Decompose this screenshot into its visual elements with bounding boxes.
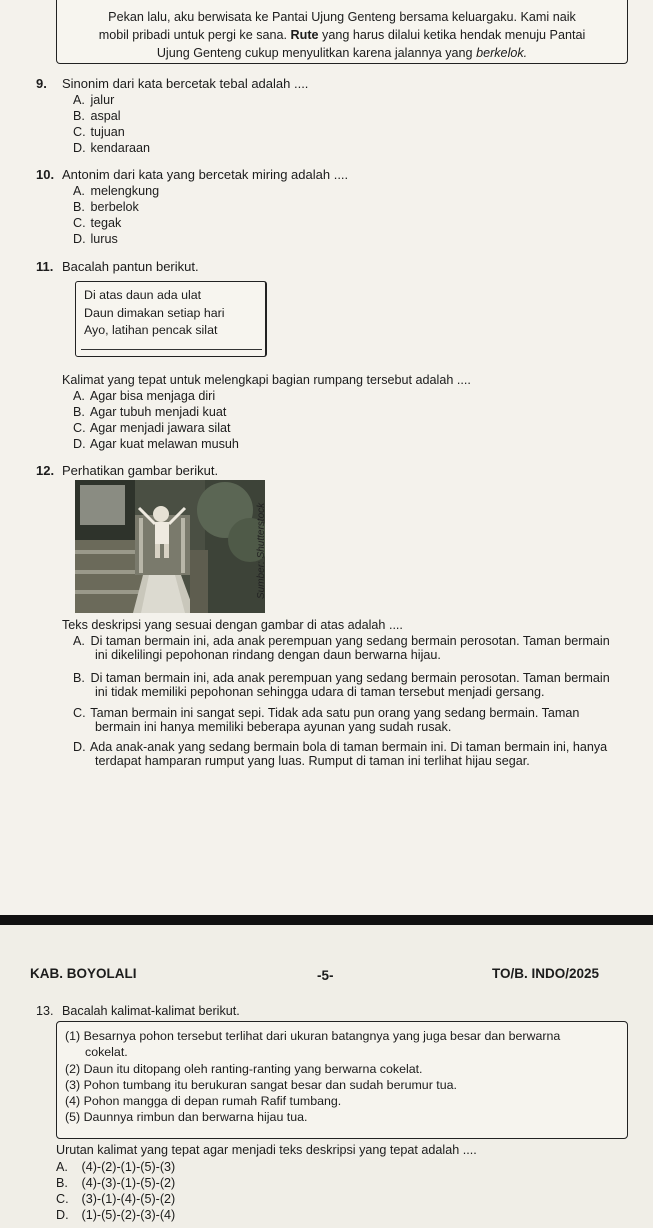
pantun-box [75, 281, 267, 357]
option-text: (4)-(2)-(1)-(5)-(3) [81, 1160, 176, 1174]
option-text: berbelok [90, 200, 139, 214]
option-text-line-1: Di taman bermain ini, ada anak perempuan yang sedang bermain perosotan. Taman bermain [90, 671, 610, 685]
option-letter: A. [56, 1160, 68, 1174]
intro-line-3 [67, 44, 617, 62]
q13-option-b[interactable] [56, 1176, 175, 1190]
q9-option-c[interactable] [73, 125, 125, 139]
question-10-number: 10. [36, 167, 55, 182]
italic-word-berkelok: berkelok. [476, 46, 528, 60]
intro-line-3-start: Ujung Genteng cukup menyulitkan karena jalannya yang [156, 46, 477, 60]
option-letter: B. [73, 405, 85, 419]
question-11-prompt: Kalimat yang tepat untuk melengkapi bagian rumpang tersebut adalah .... [62, 373, 471, 387]
sentence-4: (4) Pohon mangga di depan rumah Rafif tumbang. [65, 1094, 342, 1109]
q10-option-a[interactable] [73, 184, 159, 198]
q13-option-a[interactable] [56, 1160, 175, 1174]
question-10-text: Antonim dari kata yang bercetak miring adalah .... [62, 167, 349, 182]
question-13-prompt: Urutan kalimat yang tepat agar menjadi teks deskripsi yang tepat adalah .... [56, 1143, 477, 1157]
sentences-box [56, 1021, 628, 1139]
intro-line-1: Pekan lalu, aku berwisata ke Pantai Ujung Genteng bersama keluargaku. Kami naik [108, 10, 576, 24]
option-text: (4)-(3)-(1)-(5)-(2) [81, 1176, 176, 1190]
q12-option-c[interactable] [73, 706, 633, 734]
option-letter: A. [73, 389, 85, 403]
q12-option-b[interactable] [73, 671, 633, 699]
intro-line-2-start: mobil pribadi untuk pergi ke sana. [98, 28, 291, 42]
option-letter: D. [73, 232, 86, 246]
footer-code: TO/B. INDO/2025 [492, 966, 600, 981]
q11-option-c[interactable] [73, 421, 231, 435]
question-9-number: 9. [36, 76, 47, 91]
option-letter: A. [73, 634, 85, 648]
question-13 [36, 1004, 240, 1019]
option-letter: D. [73, 437, 86, 451]
option-letter: B. [73, 109, 85, 123]
option-text: jalur [90, 93, 115, 107]
option-text: Agar bisa menjaga diri [89, 389, 216, 403]
playground-photo-illustration [75, 480, 265, 613]
sentence-5: (5) Daunnya rimbun dan berwarna hijau tua. [65, 1110, 308, 1125]
q10-option-b[interactable] [73, 200, 139, 214]
pantun-blank-line [81, 349, 262, 350]
option-letter: A. [73, 93, 85, 107]
sentence-1: (1) Besarnya pohon tersebut terlihat dari ukuran batangnya yang juga besar dan berwarna [65, 1029, 561, 1043]
question-9-text: Sinonim dari kata bercetak tebal adalah .... [62, 76, 309, 91]
pantun-line-3: Ayo, latihan pencak silat [84, 323, 218, 337]
q13-option-d[interactable] [56, 1208, 175, 1222]
intro-passage-box [56, 0, 628, 64]
option-letter: C. [73, 125, 86, 139]
option-letter: C. [56, 1192, 69, 1206]
option-letter: C. [73, 706, 86, 720]
option-text-line-1: Taman bermain ini sangat sepi. Tidak ada satu pun orang yang sedang bermain. Taman [90, 706, 580, 720]
option-letter: B. [73, 671, 85, 685]
option-text-line-1: Ada anak-anak yang sedang bermain bola di taman bermain ini. Di taman bermain ini, hanya [89, 740, 608, 754]
pantun-line-1: Di atas daun ada ulat [84, 288, 202, 302]
question-12 [36, 463, 218, 478]
sentence-2: (2) Daun itu ditopang oleh ranting-ranting yang berwarna cokelat. [65, 1061, 423, 1076]
q11-option-a[interactable] [73, 389, 215, 403]
q11-option-d[interactable] [73, 437, 239, 451]
option-text: aspal [90, 109, 121, 123]
question-12-text: Perhatikan gambar berikut. [62, 463, 219, 478]
q12-option-a[interactable] [73, 634, 633, 662]
question-10 [36, 167, 348, 182]
footer-region: KAB. BOYOLALI [30, 966, 137, 981]
question-13-number: 13. [36, 1004, 54, 1018]
q11-option-b[interactable] [73, 405, 226, 419]
q13-option-c[interactable] [56, 1192, 175, 1206]
option-text-line-2: ini tidak memiliki pepohonan sehingga udara di taman tersebut menjadi gersang. [95, 685, 545, 699]
option-text-line-2: terdapat hamparan rumput yang luas. Rumput di taman ini terlihat hijau segar. [95, 754, 530, 768]
page-break-band [0, 915, 653, 925]
option-text: Agar menjadi jawara silat [89, 421, 231, 435]
question-9 [36, 76, 308, 91]
option-letter: B. [73, 200, 85, 214]
option-text: tujuan [90, 125, 125, 139]
option-text-line-2: bermain ini hanya memiliki beberapa ayunan yang sudah rusak. [95, 720, 452, 734]
option-text: kendaraan [90, 141, 151, 155]
option-letter: C. [73, 216, 86, 230]
question-12-prompt: Teks deskripsi yang sesuai dengan gambar di atas adalah .... [62, 618, 403, 632]
image-credit: Sumber: Shutterstock [256, 502, 267, 600]
question-11-number: 11. [36, 259, 54, 274]
option-text: Agar tubuh menjadi kuat [89, 405, 227, 419]
intro-line-2-end: yang harus dilalui ketika hendak menuju Pantai [318, 28, 586, 42]
option-text: lurus [90, 232, 118, 246]
option-letter: D. [73, 740, 86, 754]
option-letter: D. [56, 1208, 69, 1222]
question-12-number: 12. [36, 463, 55, 478]
option-text: tegak [90, 216, 122, 230]
q9-option-d[interactable] [73, 141, 150, 155]
intro-line-2 [67, 26, 617, 44]
option-letter: B. [56, 1176, 68, 1190]
option-text: (3)-(1)-(4)-(5)-(2) [81, 1192, 176, 1206]
playground-photo [75, 480, 265, 613]
pantun-line-2: Daun dimakan setiap hari [84, 305, 225, 320]
q9-option-a[interactable] [73, 93, 114, 107]
footer-page-number: -5- [317, 968, 334, 983]
q12-option-d[interactable] [73, 740, 633, 768]
option-letter: A. [73, 184, 85, 198]
option-text-line-2: ini dikelilingi pepohonan rindang dengan daun berwarna hijau. [95, 648, 441, 662]
sentence-3: (3) Pohon tumbang itu berukuran sangat besar dan sudah berumur tua. [65, 1077, 457, 1092]
question-11 [36, 259, 199, 274]
option-text: Agar kuat melawan musuh [89, 437, 239, 451]
option-letter: D. [73, 141, 86, 155]
option-text: melengkung [90, 184, 160, 198]
option-text-line-1: Di taman bermain ini, ada anak perempuan yang sedang bermain perosotan. Taman bermain [90, 634, 610, 648]
q10-option-c[interactable] [73, 216, 121, 230]
question-13-text: Bacalah kalimat-kalimat berikut. [62, 1004, 240, 1018]
q10-option-d[interactable] [73, 232, 118, 246]
sentence-1-continuation: cokelat. [85, 1045, 128, 1060]
option-letter: C. [73, 421, 86, 435]
q9-option-b[interactable] [73, 109, 121, 123]
option-text: (1)-(5)-(2)-(3)-(4) [81, 1208, 176, 1222]
question-11-text: Bacalah pantun berikut. [62, 259, 199, 274]
bold-word-rute: Rute [290, 28, 319, 42]
